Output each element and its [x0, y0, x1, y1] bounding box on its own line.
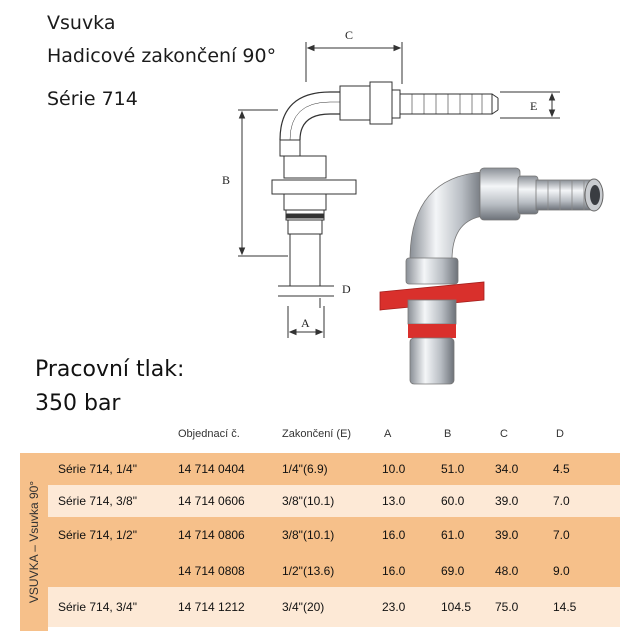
cell-a: 16.0 — [382, 564, 406, 578]
dimension-b-label: B — [222, 173, 231, 187]
cell-b: 61.0 — [441, 528, 465, 542]
product-photo — [372, 150, 622, 395]
table-row — [48, 587, 620, 627]
table-row-group — [48, 517, 620, 587]
cell-b: 60.0 — [441, 494, 465, 508]
table-side-label — [20, 453, 48, 631]
cell-c: 75.0 — [495, 600, 519, 614]
cell-serie: Série 714, 3/4" — [58, 600, 137, 614]
dimension-e-label: E — [530, 99, 538, 113]
cell-end: 3/4"(20) — [282, 600, 325, 614]
cell-a: 16.0 — [382, 528, 406, 542]
header-a: A — [384, 428, 392, 440]
cell-a: 10.0 — [382, 462, 406, 476]
cell-b: 51.0 — [441, 462, 465, 476]
cell-d: 9.0 — [553, 564, 570, 578]
header-c: C — [500, 428, 508, 440]
cell-end: 1/2"(13.6) — [282, 564, 335, 578]
cell-d: 4.5 — [553, 462, 570, 476]
cell-serie: Série 714, 1/2" — [58, 528, 137, 542]
cell-order: 14 714 0806 — [178, 528, 245, 542]
pressure-label: Pracovní tlak: — [35, 357, 185, 382]
pressure-value: 350 bar — [35, 391, 121, 416]
dimension-a-label: A — [301, 316, 310, 330]
cell-b: 104.5 — [441, 600, 472, 614]
cell-end: 1/4"(6.9) — [282, 462, 328, 476]
side-label-text: VSUVKA – Vsuvka 90° — [27, 480, 41, 604]
cell-order: 14 714 1212 — [178, 600, 245, 614]
title-hose-end: Hadicové zakončení 90° — [47, 45, 277, 67]
cell-c: 34.0 — [495, 462, 519, 476]
cell-serie: Série 714, 3/8" — [58, 494, 137, 508]
table-row — [48, 453, 620, 485]
title-vsuvka: Vsuvka — [47, 12, 116, 34]
header-d: D — [556, 428, 564, 440]
cell-c: 48.0 — [495, 564, 519, 578]
cell-serie: Série 714, 1/4" — [58, 462, 137, 476]
header-end: Zakončení (E) — [282, 428, 352, 440]
table-row — [48, 485, 620, 517]
cell-order: 14 714 0808 — [178, 564, 245, 578]
cell-c: 39.0 — [495, 494, 519, 508]
cell-order: 14 714 0606 — [178, 494, 245, 508]
cell-d: 7.0 — [553, 494, 570, 508]
cell-a: 13.0 — [382, 494, 406, 508]
dimension-c-label: C — [345, 28, 354, 42]
title-series: Série 714 — [47, 88, 138, 110]
cell-order: 14 714 0404 — [178, 462, 245, 476]
cell-end: 3/8"(10.1) — [282, 494, 335, 508]
cell-d: 14.5 — [553, 600, 577, 614]
cell-b: 69.0 — [441, 564, 465, 578]
cell-c: 39.0 — [495, 528, 519, 542]
dimension-d-label: D — [342, 282, 351, 296]
cell-a: 23.0 — [382, 600, 406, 614]
header-b: B — [444, 428, 452, 440]
cell-end: 3/8"(10.1) — [282, 528, 335, 542]
header-order-number: Objednací č. — [178, 428, 240, 440]
cell-d: 7.0 — [553, 528, 570, 542]
